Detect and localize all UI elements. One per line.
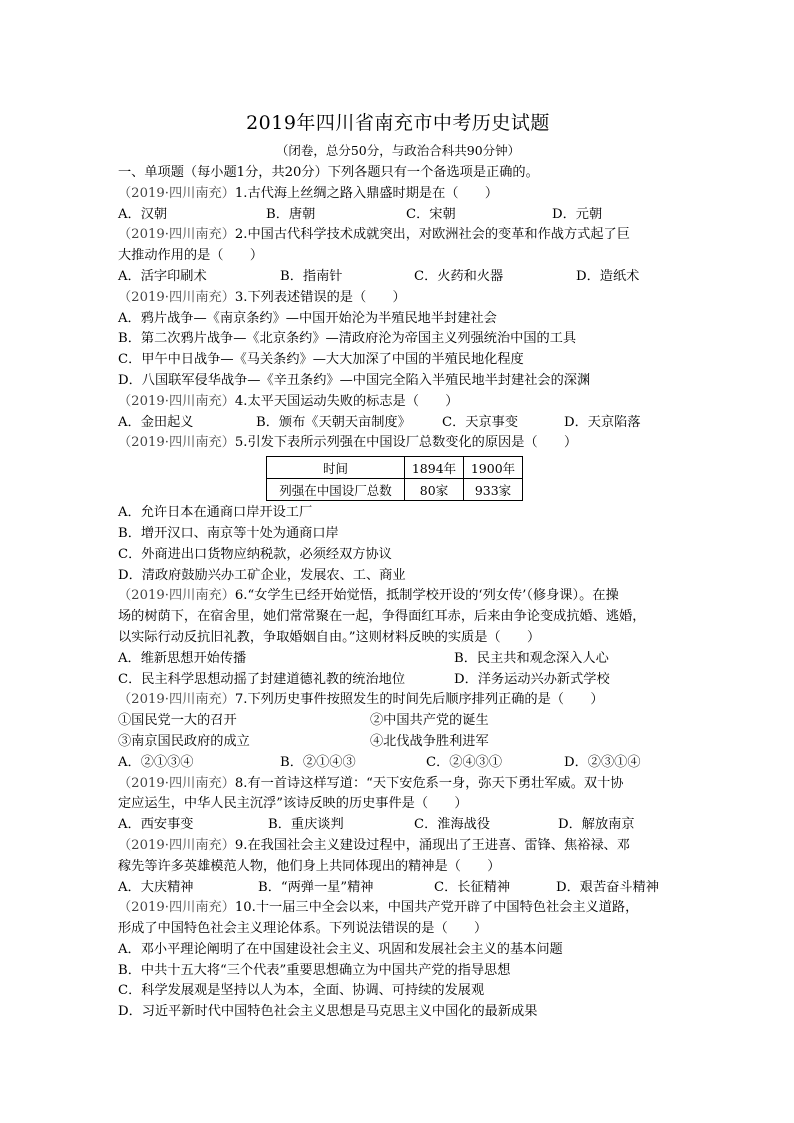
option-c: C．②④③① [426,754,503,770]
question-8-options [118,815,678,836]
question-2-cont: 大推动作用的是（ ） [118,248,264,264]
option-b: B．中共十五大将“三个代表”重要思想确立为中国共产党的指导思想 [118,962,511,978]
option-a: A．大庆精神 [118,879,194,895]
page-subtitle: （闭卷，总分50分，与政治合科共90分钟） [275,143,521,158]
option-c: C．长征精神 [434,879,511,895]
option-b: B．颁布《天朝天亩制度》 [256,414,411,430]
table-header: 时间 [267,457,405,479]
question-source: （2019·四川南充） [118,692,235,708]
option-d: D．②③①④ [564,754,641,770]
question-stem: 5.引发下表所示列强在中国设厂总数变化的原因是（ ） [234,435,578,451]
question-2 [118,225,678,246]
question-1 [118,184,678,205]
question-4 [118,392,678,413]
question-6-cont: 以实际行动反抗旧礼教，争取婚姻自由。”这则材料反映的实质是（ ） [118,629,541,645]
event-item: ③南京国民政府的成立 [118,733,250,749]
question-source: （2019·四川南充） [118,185,235,201]
option-b: B．指南针 [280,268,343,284]
question-stem: 4.太平天国运动失败的标志是（ ） [234,393,459,409]
option-b: B．“两弹一星”精神 [258,879,374,895]
question-source: （2019·四川南充） [118,227,235,243]
question-6-cont: 场的树荫下，在宿舍里，她们常常聚在一起，争得面红耳赤，后来由争论变成抗婚、逃婚， [118,609,646,625]
option-b: B．增开汉口、南京等十处为通商口岸 [118,525,339,541]
event-item: ②中国共产党的诞生 [370,713,489,729]
question-10 [118,898,678,919]
option-a: A．金田起义 [118,414,194,430]
option-d: D．艰苦奋斗精神 [556,879,659,895]
question-6 [118,586,678,607]
option-d: D．清政府鼓励兴办工矿企业，发展农、工、商业 [118,567,406,583]
option-c: C．民主科学思想动摇了封建道德礼教的统治地位 [118,671,406,687]
question-source: （2019·四川南充） [118,435,235,451]
option-c: C．甲午中日战争—《马关条约》—大大加深了中国的半殖民地化程度 [118,352,524,368]
table-header: 1900年 [464,457,523,479]
question-stem: 1.古代海上丝绸之路入鼎盛时期是在（ ） [234,185,499,201]
option-b: B．民主共和观念深入人心 [454,650,609,666]
question-7-items [118,732,678,753]
option-a: A．鸦片战争—《南京条约》—中国开始沦为半殖民地半封建社会 [118,310,497,326]
option-b: B．唐朝 [266,206,316,222]
question-stem: 6.“女学生已经开始觉悟，抵制学校开设的‘列女传’（修身课）。在操 [234,588,619,604]
option-a: A．维新思想开始传播 [118,650,247,666]
option-a: A．西安事变 [118,817,194,833]
question-8-cont: 定应运生，中华人民主沉浮”该诗反映的历史事件是（ ） [118,796,468,812]
question-10-cont: 形成了中国特色社会主义理论体系。下列说法错误的是（ ） [118,921,488,937]
table-cell: 933家 [464,479,523,501]
option-a: A．活字印刷术 [118,268,207,284]
question-stem: 3.下列表述错误的是（ ） [234,289,406,305]
option-a: A．②①③④ [118,754,194,770]
option-b: B．第二次鸦片战争—《北京条约》—清政府沦为帝国主义列强统治中国的工具 [118,331,577,347]
table-cell: 列强在中国设厂总数 [267,479,405,501]
question-6-options [118,670,678,691]
question-source: （2019·四川南充） [118,900,235,916]
question-stem: 8.有一首诗这样写道：“天下安危系一身，弥天下勇壮军威。双十协 [234,775,624,791]
option-d: D．习近平新时代中国特色社会主义思想是马克思主义中国化的最新成果 [118,1004,538,1020]
question-9-options [118,878,678,899]
option-c: C．淮海战役 [414,817,491,833]
option-c: C．科学发展观是坚持以人为本，全面、协调、可持续的发展观 [118,983,485,999]
option-d: D．元朝 [552,206,603,222]
question-stem: 2.中国古代科学技术成就突出，对欧洲社会的变革和作战方式起了巨 [234,227,630,243]
table-cell: 80家 [405,479,464,501]
question-stem: 9.在我国社会主义建设过程中，涌现出了王进喜、雷锋、焦裕禄、邓 [234,837,630,853]
option-b: B．重庆谈判 [268,817,344,833]
question-source: （2019·四川南充） [118,588,235,604]
option-c: C．火药和火器 [414,268,504,284]
table-header: 1894年 [405,457,464,479]
question-7 [118,690,678,711]
question-9 [118,836,678,857]
event-item: ①国民党一大的召开 [118,713,237,729]
question-6-options [118,649,678,670]
question-1-options [118,205,678,226]
option-d: D．造纸术 [576,268,640,284]
page-title: 2019年四川省南充市中考历史试题 [246,112,550,134]
option-b: B．②①④③ [280,754,356,770]
option-d: D．解放南京 [558,817,635,833]
question-5 [118,433,678,454]
option-c: C．宋朝 [406,206,456,222]
option-d: D．洋务运动兴办新式学校 [454,671,610,687]
question-9-cont: 稼先等许多英雄模范人物，他们身上共同体现出的精神是（ ） [118,858,501,874]
question-3 [118,288,678,309]
question-source: （2019·四川南充） [118,837,235,853]
option-d: D．天京陷落 [564,414,641,430]
option-a: A．允许日本在通商口岸开设工厂 [118,505,313,521]
question-stem: 10.十一届三中全会以来，中国共产党开辟了中国特色社会主义道路， [234,900,639,916]
factory-table [266,456,523,501]
option-a: A．邓小平理论阐明了在中国建设社会主义、巩固和发展社会主义的基本问题 [118,941,563,957]
question-4-options [118,413,678,434]
question-7-options [118,753,678,774]
question-7-items [118,711,678,732]
option-d: D．八国联军侵华战争—《辛丑条约》—中国完全陷入半殖民地半封建社会的深渊 [118,372,591,388]
option-a: A．汉朝 [118,206,168,222]
option-c: C．外商进出口货物应纳税款，必须经双方协议 [118,546,392,562]
question-2-options [118,267,678,288]
event-item: ④北伐战争胜利进军 [370,733,489,749]
option-c: C．天京事变 [442,414,519,430]
question-source: （2019·四川南充） [118,775,235,791]
question-source: （2019·四川南充） [118,289,235,305]
exam-page [118,108,678,1023]
question-8 [118,774,678,795]
question-source: （2019·四川南充） [118,393,235,409]
question-stem: 7.下列历史事件按照发生的时间先后顺序排列正确的是（ ） [234,692,604,708]
section-heading: 一、单项题（每小题1分，共20分）下列各题只有一个备选项是正确的。 [118,165,539,180]
